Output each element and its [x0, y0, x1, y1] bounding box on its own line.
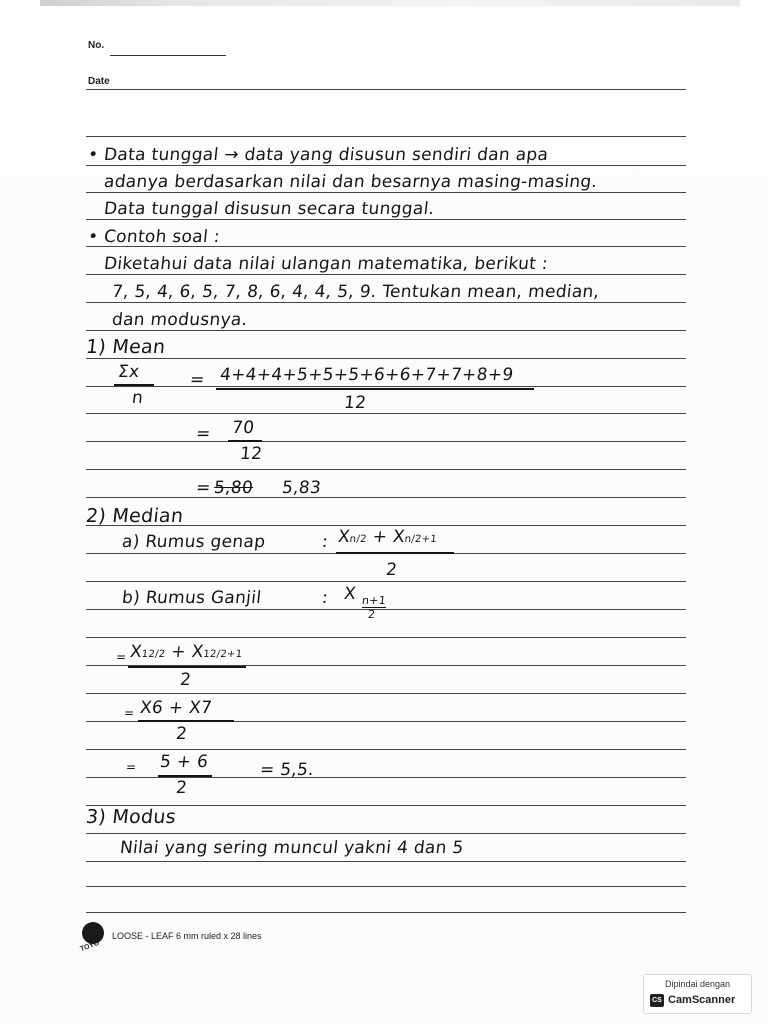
mean-total-numerator: 70 — [230, 418, 256, 438]
intro-line-1: • Data tunggal → data yang disusun sendiri dan apa — [86, 145, 550, 165]
median-step2-bar — [138, 720, 234, 722]
mean-equals-2: = — [194, 424, 212, 444]
median-odd-sub-numerator: n+1 — [361, 594, 387, 607]
paper-spec: LOOSE - LEAF 6 mm ruled x 28 lines — [112, 931, 262, 941]
date-label: Date — [88, 76, 110, 87]
problem-line-3: dan modusnya. — [110, 310, 249, 330]
median-heading: 2) Median — [84, 505, 185, 527]
median-step2-numerator: X6 + X7 — [138, 698, 214, 718]
median-step2-equals: = — [123, 706, 136, 720]
median-step1-formula: X12/2 + X12/2+1 — [128, 642, 243, 662]
median-even-denominator: 2 — [384, 560, 399, 580]
mean-formula-numerator: Σx — [116, 362, 141, 382]
median-step3-numerator: 5 + 6 — [158, 752, 210, 772]
mean-equals: = — [188, 370, 206, 390]
median-result: = 5,5. — [258, 760, 315, 780]
mode-heading: 3) Modus — [84, 806, 178, 828]
median-even-bar — [336, 552, 454, 554]
intro-line-2: adanya berdasarkan nilai dan besarnya masing-masing. — [102, 172, 599, 192]
median-even-formula: Xn/2 + Xn/2+1 — [336, 527, 438, 547]
median-step1-denominator: 2 — [178, 670, 193, 690]
median-step3-equals: = — [125, 760, 138, 774]
mean-formula-denominator: n — [130, 388, 145, 408]
mean-sum-bar — [216, 388, 534, 390]
mode-text: Nilai yang sering muncul yakni 4 dan 5 — [118, 838, 465, 858]
mean-sum-numerator: 4+4+4+5+5+5+6+6+7+7+8+9 — [218, 365, 515, 385]
camscanner-caption: Dipindai dengan — [664, 979, 731, 989]
camscanner-logo-icon: CS — [650, 994, 664, 1007]
mean-total-bar — [228, 440, 262, 442]
intro-line-3: Data tunggal disusun secara tunggal. — [102, 199, 436, 219]
median-odd-x: X — [342, 584, 358, 604]
toyo-brand: TOYO — [79, 939, 101, 954]
mean-heading: 1) Mean — [84, 336, 167, 358]
mean-formula-bar — [114, 384, 154, 386]
camscanner-name: CamScanner — [668, 994, 736, 1006]
no-label: No. — [88, 40, 105, 51]
median-step3-bar — [158, 775, 212, 777]
mean-sum-denominator: 12 — [342, 393, 368, 413]
median-even-colon: : — [320, 532, 330, 552]
median-odd-colon: : — [320, 588, 330, 608]
mean-total-denominator: 12 — [238, 444, 264, 464]
median-step1-bar — [128, 666, 246, 668]
median-step3-denominator: 2 — [174, 778, 189, 798]
page-top-edge — [40, 0, 740, 6]
median-even-label: a) Rumus genap — [120, 532, 267, 552]
mean-equals-3: = — [194, 478, 212, 498]
median-odd-label: b) Rumus Ganjil — [120, 588, 263, 608]
problem-line-2: 7, 5, 4, 6, 5, 7, 8, 6, 4, 4, 5, 9. Tentukan mean, median, — [110, 282, 601, 302]
no-line — [110, 55, 226, 56]
problem-line-1: Diketahui data nilai ulangan matematika, berikut : — [102, 254, 549, 274]
mean-result: 5,83 — [280, 478, 323, 498]
mean-crossed-value: 5,80 — [212, 478, 255, 498]
camscanner-watermark — [643, 974, 752, 1014]
median-odd-sub-denominator: 2 — [367, 608, 376, 621]
example-heading: • Contoh soal : — [86, 227, 221, 247]
median-step1-equals: = — [115, 650, 128, 664]
median-step2-denominator: 2 — [174, 724, 189, 744]
